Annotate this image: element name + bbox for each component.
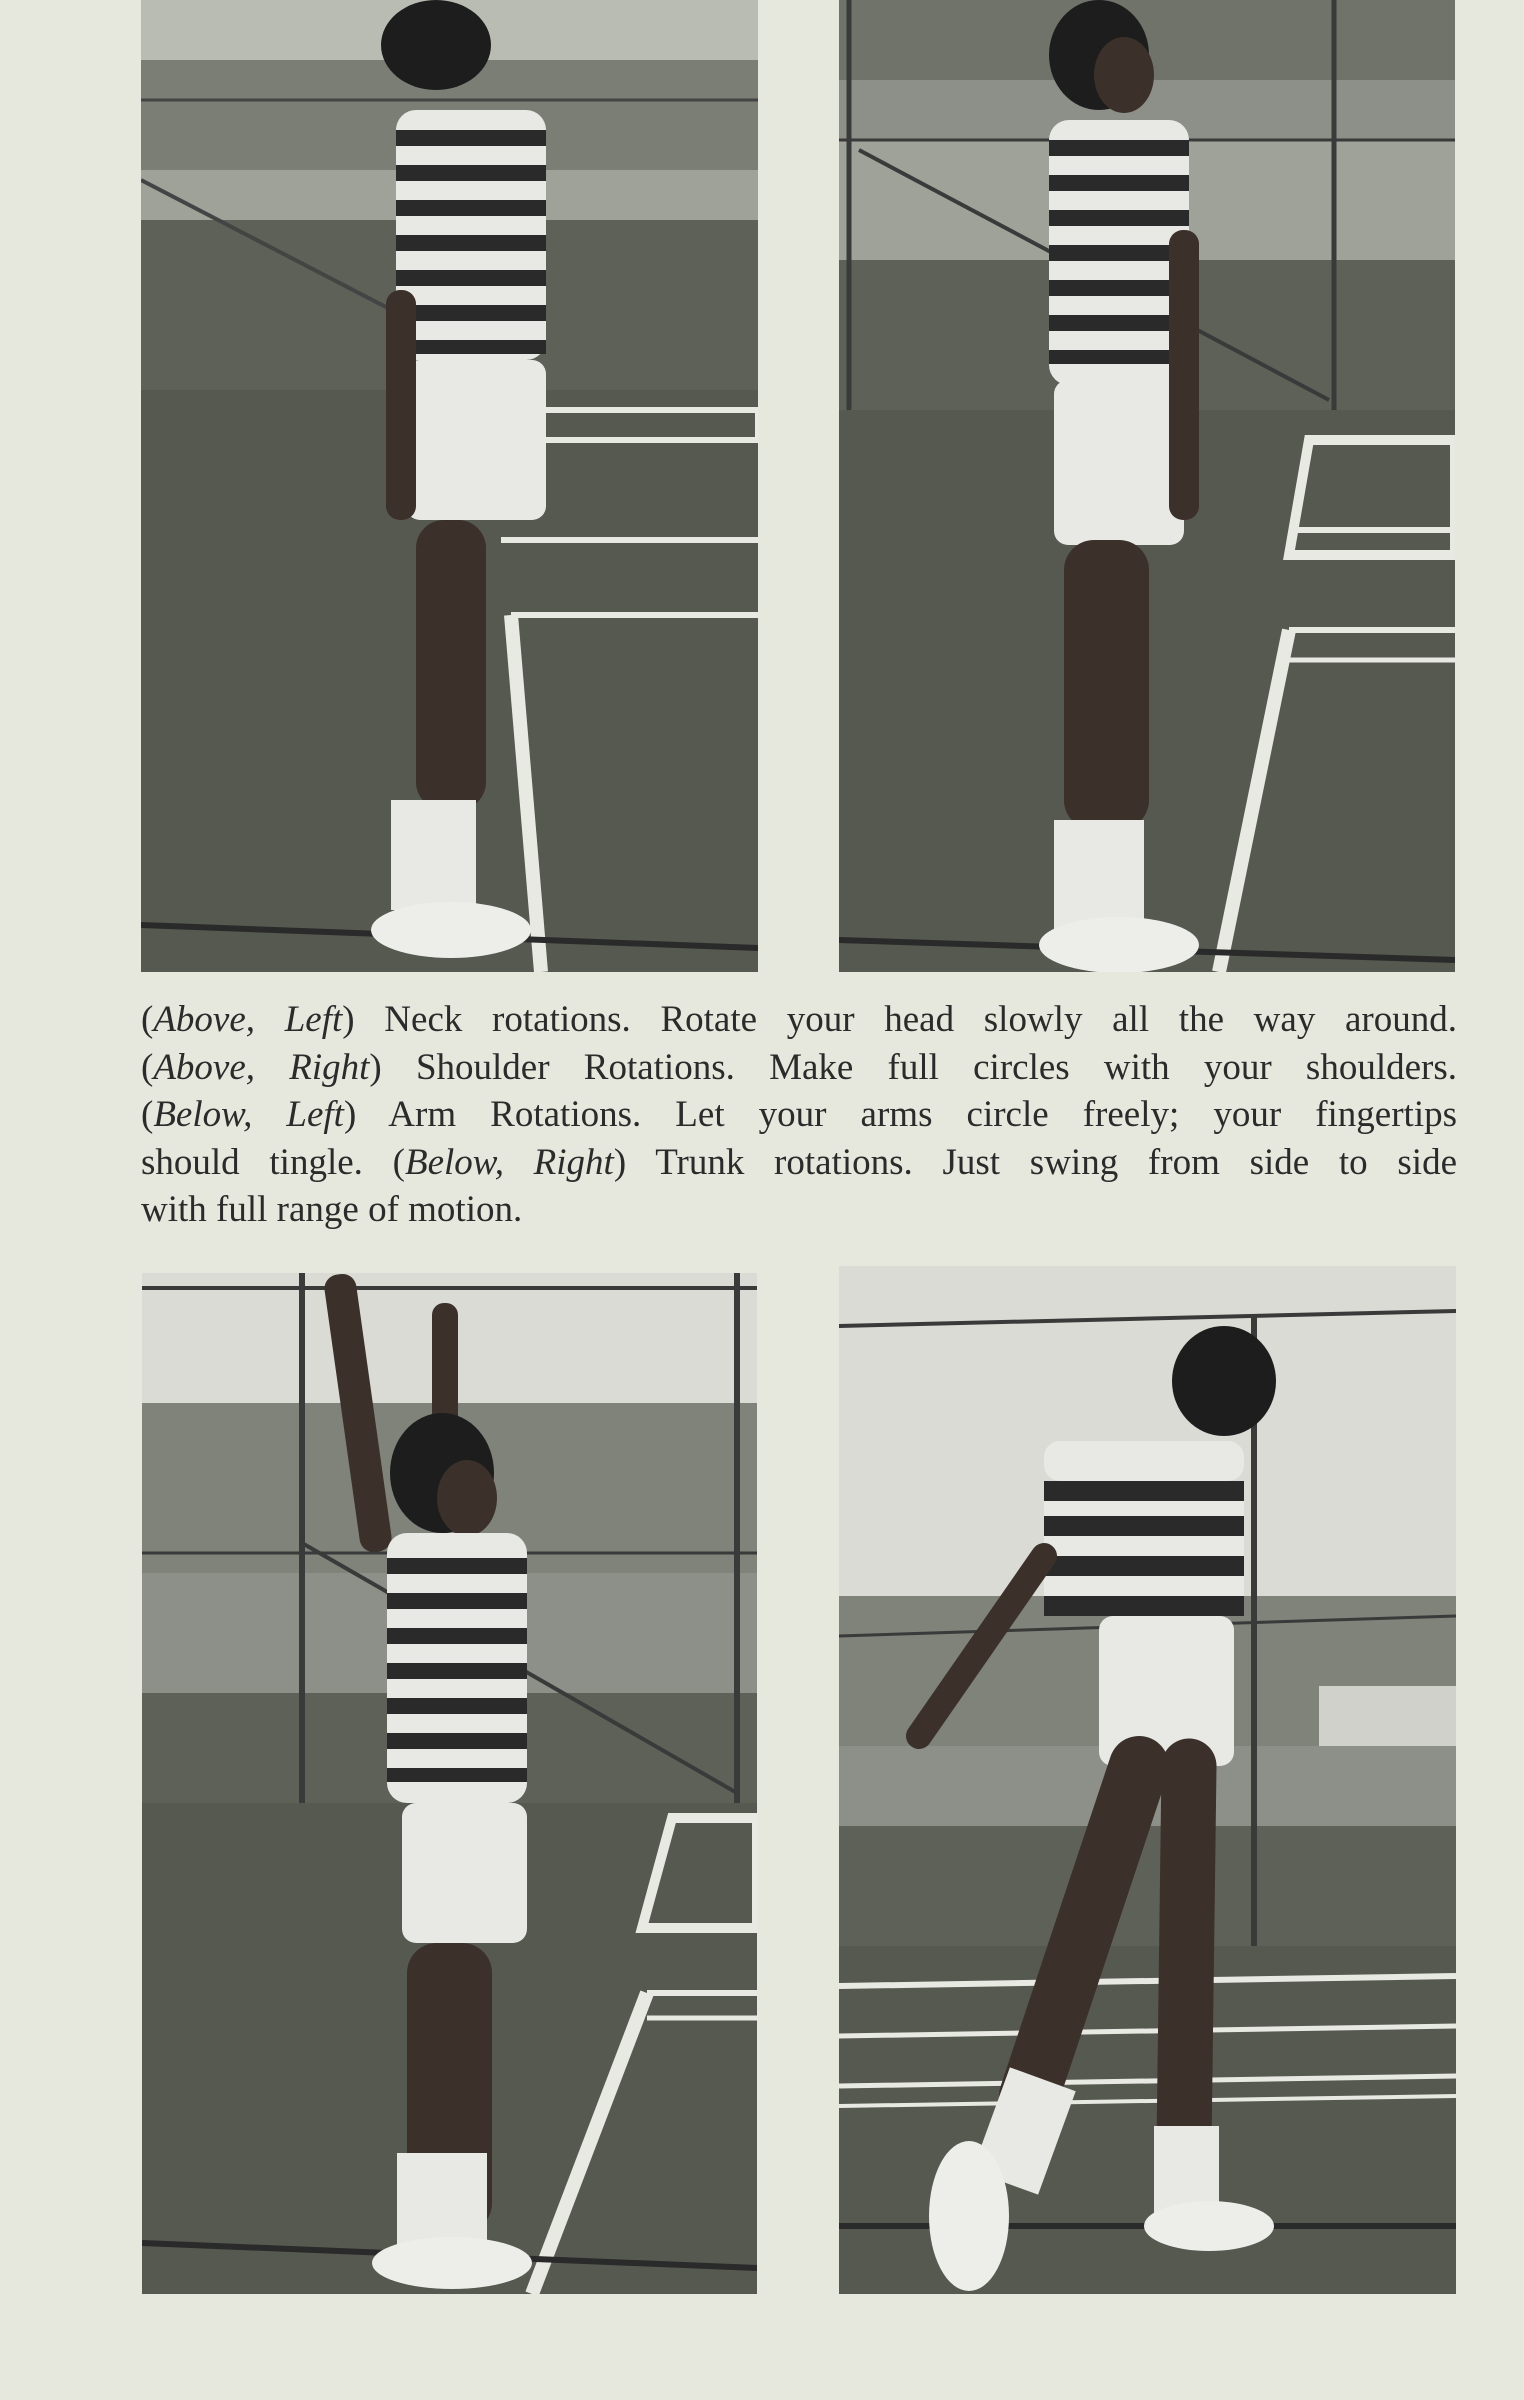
photo-below-left-arm-rotation (142, 1273, 757, 2294)
photo-below-left-illustration (142, 1273, 757, 2294)
caption-line-3: (Below, Left) Arm Rotations. Let your arms circle freely; your fingertips (141, 1094, 1458, 1135)
caption-line-4: should tingle. (Below, Right) Trunk rotations. Just swing from side to side (141, 1141, 1457, 1183)
caption-below-right-text-1: Trunk rotations. Just swing from side to side (655, 1141, 1457, 1183)
caption-above-left-text: Neck rotations. Rotate your head slowly all the way around. (384, 999, 1458, 1040)
caption-below-left-label: Below, Left (153, 1094, 344, 1135)
caption-below-right-label: Below, Right (404, 1141, 614, 1183)
caption-below-right-text-2: with full range of motion. (141, 1189, 523, 1230)
caption-line-2: (Above, Right) Shoulder Rotations. Make full circles with your shoulders. (141, 1046, 1457, 1088)
caption-below-left-text-1: Arm Rotations. Let your arms circle freely; your fingertips (388, 1094, 1458, 1135)
caption-below-left-text-2: should tingle. (141, 1141, 363, 1183)
caption-above-right-label: Above, Right (153, 1046, 370, 1088)
caption-above-left-label: Above, Left (153, 999, 343, 1040)
photo-above-right-illustration (839, 0, 1455, 972)
photo-above-left-illustration (141, 0, 758, 972)
photo-above-right-shoulder-rotation (839, 0, 1455, 972)
caption-line-5 (141, 1186, 1457, 1234)
caption-above-right-text: Shoulder Rotations. Make full circles with your shoulders. (415, 1046, 1457, 1088)
caption-line-1: (Above, Left) Neck rotations. Rotate your head slowly all the way around. (141, 999, 1458, 1040)
photo-below-right-illustration (839, 1266, 1456, 2294)
photo-above-left-neck-rotation (141, 0, 758, 972)
photo-caption (141, 996, 1457, 1234)
photo-below-right-trunk-rotation (839, 1266, 1456, 2294)
